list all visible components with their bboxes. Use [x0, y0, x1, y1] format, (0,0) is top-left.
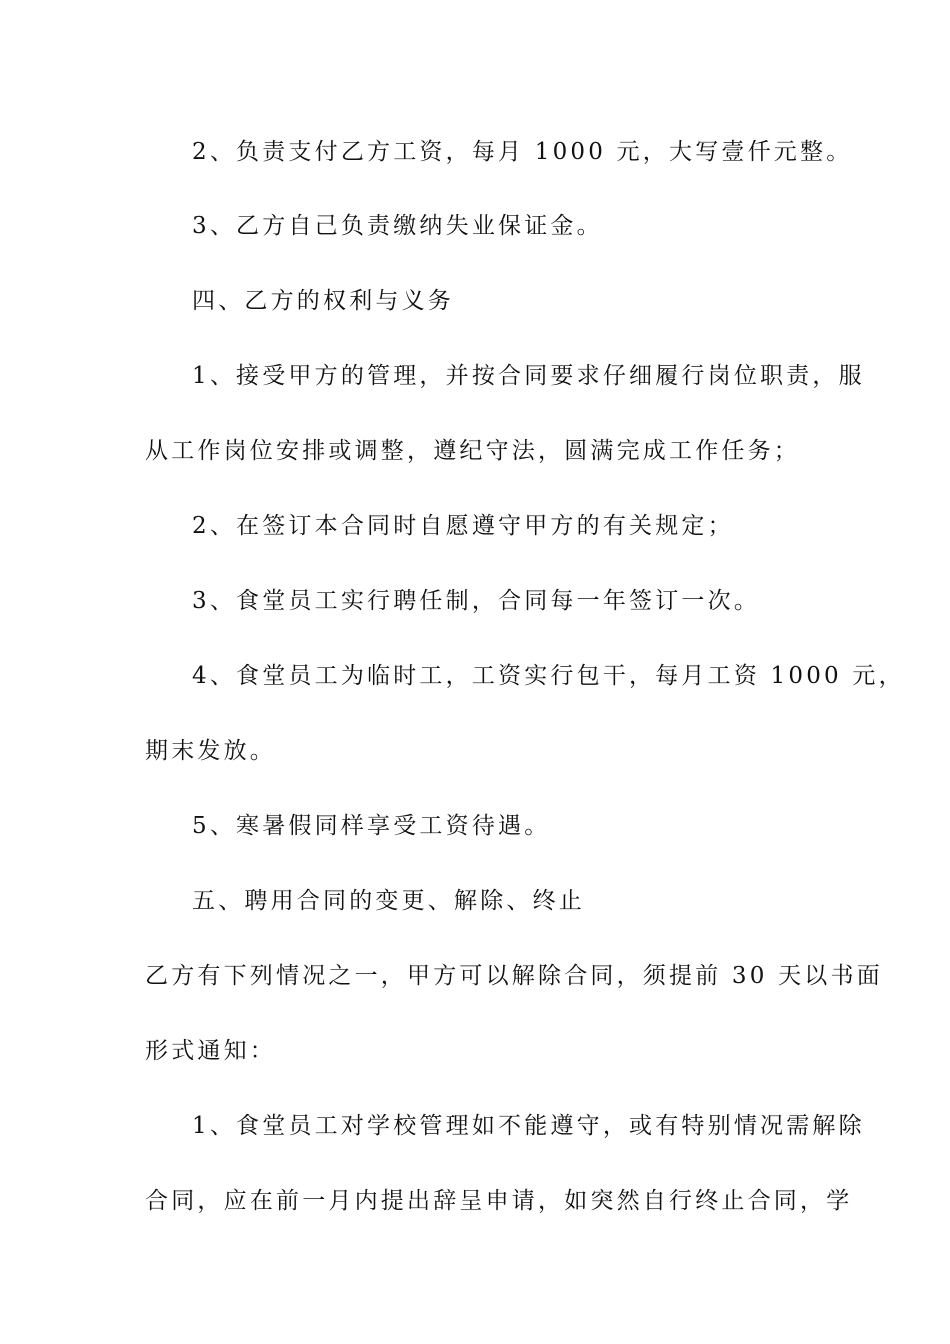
clause-3-3-text: 3、乙方自己负责缴纳失业保证金。 [192, 213, 603, 239]
clause-4-4-text-line-1: 4、食堂员工为临时工，工资实行包干，每月工资 1000 元， [192, 663, 905, 689]
section-4-heading: 四、乙方的权利与义务 [192, 288, 454, 314]
clause-5-1-text-line-2: 合同，应在前一月内提出辞呈申请，如突然自行终止合同，学 [145, 1188, 853, 1214]
clause-4-1-text-line-1: 1、接受甲方的管理，并按合同要求仔细履行岗位职责，服 [192, 363, 865, 389]
section-5-intro-line-2: 形式通知： [145, 1038, 276, 1064]
clause-4-1-text-line-2: 从工作岗位安排或调整，遵纪守法，圆满完成工作任务； [145, 438, 800, 464]
clause-4-3-text: 3、食堂员工实行聘任制，合同每一年签订一次。 [192, 588, 761, 614]
section-5-intro-line-1: 乙方有下列情况之一，甲方可以解除合同，须提前 30 天以书面 [145, 963, 883, 989]
clause-4-4-text-line-2: 期末发放。 [145, 738, 276, 764]
clause-3-2-text: 2、负责支付乙方工资，每月 1000 元，大写壹仟元整。 [192, 139, 853, 165]
clause-5-1-text-line-1: 1、食堂员工对学校管理如不能遵守，或有特别情况需解除 [192, 1113, 865, 1139]
clause-4-5-text: 5、寒暑假同样享受工资待遇。 [192, 813, 551, 839]
section-5-heading: 五、聘用合同的变更、解除、终止 [192, 888, 585, 914]
clause-4-2-text: 2、在签订本合同时自愿遵守甲方的有关规定； [192, 513, 734, 539]
